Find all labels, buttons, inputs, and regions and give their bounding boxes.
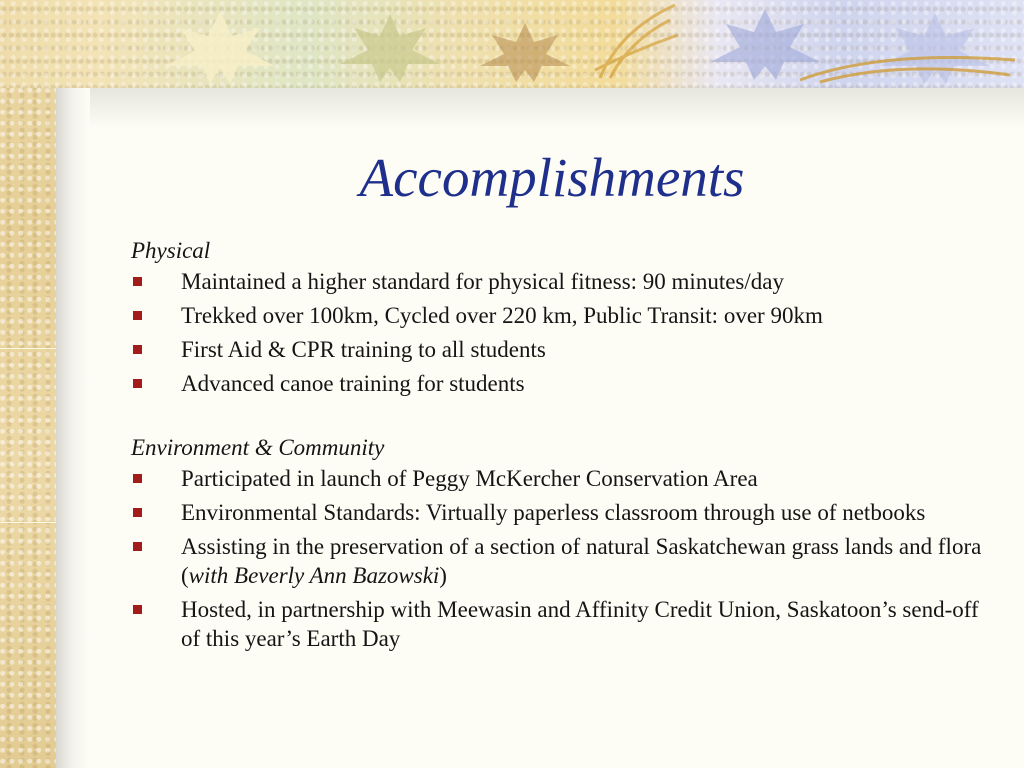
credit-name: with Beverly Ann Bazowski <box>188 563 440 588</box>
slide-body <box>131 236 1001 658</box>
side-strip-divider <box>0 522 56 523</box>
grass-icon <box>800 40 1020 85</box>
grass-icon <box>590 0 680 80</box>
bullet-icon <box>133 379 142 388</box>
list-item-text: Maintained a higher standard for physical fitness: 90 minutes/day <box>181 269 784 294</box>
bullet-list-physical <box>131 267 1001 398</box>
list-item-text: Advanced canoe training for students <box>181 371 525 396</box>
list-item <box>131 498 1001 527</box>
bullet-icon <box>133 277 142 286</box>
list-item <box>131 267 1001 296</box>
list-item <box>131 595 1001 653</box>
list-item <box>131 532 1001 590</box>
side-shadow <box>56 0 90 768</box>
side-strip-divider <box>0 348 56 349</box>
decorative-top-band <box>0 0 1024 88</box>
bullet-icon <box>133 474 142 483</box>
list-item-text: Participated in launch of Peggy McKercher Conservation Area <box>181 466 758 491</box>
bullet-icon <box>133 311 142 320</box>
leaf-icon <box>470 20 580 85</box>
list-item-text <box>181 534 981 588</box>
decorative-side-strip <box>0 0 56 768</box>
bullet-icon <box>133 542 142 551</box>
list-item-text-part: ) <box>439 563 447 588</box>
list-item-text: Trekked over 100km, Cycled over 220 km, Public Transit: over 90km <box>181 303 823 328</box>
bullet-icon <box>133 508 142 517</box>
leaf-icon <box>150 6 290 86</box>
list-item <box>131 369 1001 398</box>
section-heading-environment: Environment & Community <box>131 435 385 460</box>
bullet-icon <box>133 605 142 614</box>
list-item <box>131 335 1001 364</box>
list-item <box>131 464 1001 493</box>
list-item-text: First Aid & CPR training to all students <box>181 337 546 362</box>
section-heading-physical: Physical <box>131 238 211 263</box>
list-item-text-part: Assisting in the preservation of a section of natural Saskatchewan grass lands and flora ( <box>181 534 982 588</box>
leaf-icon <box>330 10 450 85</box>
bullet-icon <box>133 345 142 354</box>
slide-title: Accomplishments <box>359 147 745 208</box>
list-item <box>131 301 1001 330</box>
list-item-text: Environmental Standards: Virtually paperless classroom through use of netbooks <box>181 500 926 525</box>
list-item-text: Hosted, in partnership with Meewasin and Affinity Credit Union, Saskatoon’s send-off of this year’s Earth Day <box>181 597 979 651</box>
top-band-shadow <box>90 88 1024 128</box>
bullet-list-environment <box>131 464 1001 653</box>
